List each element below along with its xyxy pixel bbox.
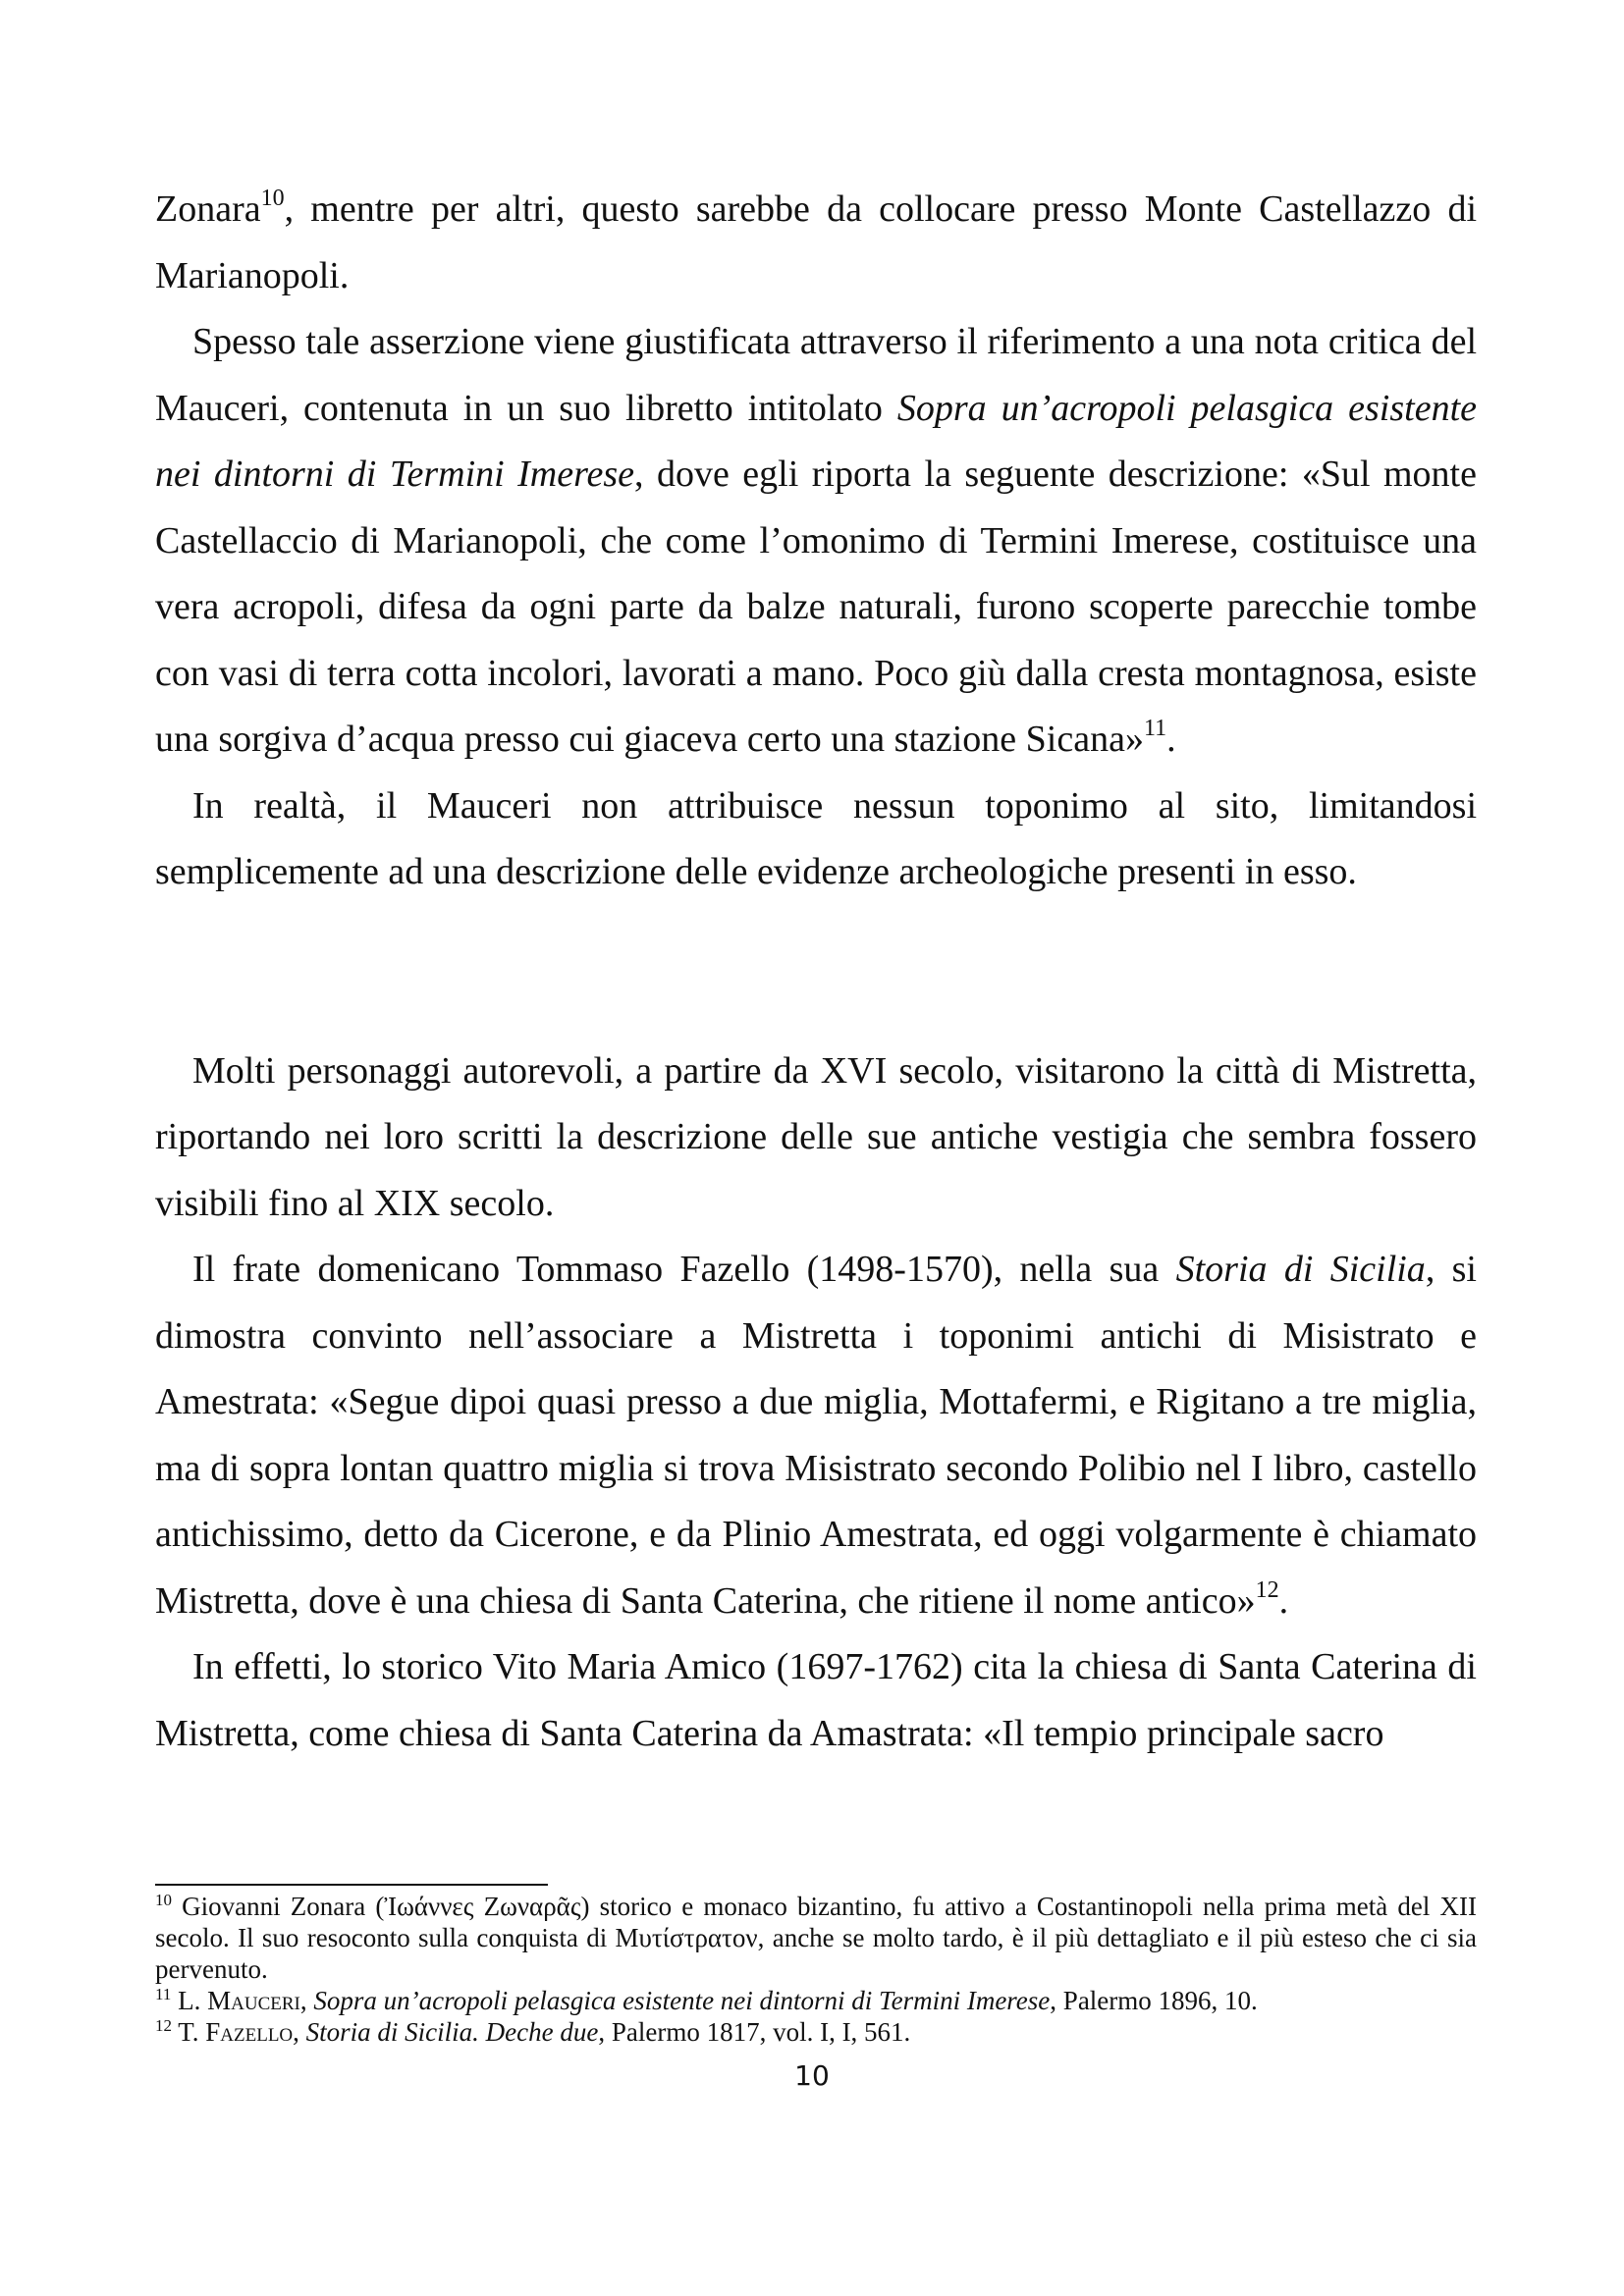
footnote-12 — [155, 2016, 1477, 2048]
paragraph-2 — [155, 309, 1477, 774]
paragraph-5-text: Il frate domenicano Tommaso Fazello (1498-1570), nella sua — [192, 1249, 1176, 1290]
paragraph-5 — [155, 1237, 1477, 1634]
paragraph-2-end: . — [1166, 719, 1176, 760]
page-number: 10 — [794, 2059, 830, 2092]
paragraph-2-quote: , dove egli riporta la seguente descrizione: «Sul monte Castellaccio di Marianopoli, che come l’omonimo di Termini Imerese, costituisce una vera acropoli, difesa da ogni parte da balze naturali, furono scoperte parecchie tombe con vasi di terra cotta incolori, lavorati a mano. Poco giù dalla cresta montagnosa, esiste una sorgiva d’acqua presso cui giaceva certo una stazione Sicana» — [155, 454, 1477, 760]
paragraph-2-text: Spesso tale asserzione viene giustificata attraverso il riferimento a una nota critica del Mauceri, contenuta in un suo libretto intitolato — [155, 321, 1477, 429]
paragraph-5-end: . — [1278, 1579, 1289, 1622]
footnote-ref-11[interactable]: 11 — [1143, 716, 1167, 741]
author-name: Fazello — [205, 2017, 294, 2047]
main-text — [155, 177, 1477, 1767]
section-gap — [155, 906, 1477, 1039]
paragraph-1-text-cont: , mentre per altri, questo sarebbe da collocare presso Monte Castellazzo di Marianopoli. — [155, 188, 1477, 296]
footnotes — [155, 1891, 1477, 2048]
citation-details: , Palermo 1817, vol. I, I, 561. — [598, 2017, 911, 2047]
footnote-10 — [155, 1891, 1477, 1985]
footnote-number: 11 — [155, 1985, 172, 2003]
paragraph-5-quote: , si dimostra convinto nell’associare a Mistretta i toponimi antichi di Misistrato e Amestrata: «Segue dipoi quasi presso a due miglia, Mottafermi, e Rigitano a tre miglia, ma di sopra lontan quattro miglia si trova Misistrato secondo Polibio nel I libro, castello antichissimo, detto da Cicerone, e da Plinio Amestrata, ed oggi volgarmente è chiamato Mistretta, dove è una chiesa di Santa Caterina, che ritiene il nome antico» — [155, 1249, 1477, 1622]
author-initial: T. — [172, 2017, 206, 2047]
paragraph-1 — [155, 177, 1477, 309]
author-name: Mauceri — [207, 1986, 300, 2015]
footnote-ref-12[interactable]: 12 — [1255, 1576, 1279, 1603]
cited-title: Storia di Sicilia. Deche due — [305, 2017, 599, 2047]
cited-title: Sopra un’acropoli pelasgica esistente nei dintorni di Termini Imerese — [313, 1986, 1051, 2015]
footnote-separator — [155, 1884, 548, 1886]
footnote-number: 12 — [155, 2016, 172, 2035]
citation-details: , Palermo 1896, 10. — [1050, 1986, 1258, 2015]
footnote-11 — [155, 1985, 1477, 2016]
footnote-number: 10 — [155, 1891, 172, 1909]
cited-title: Storia di Sicilia — [1175, 1249, 1426, 1290]
cited-title: Sopra un’acropoli pelasgica esistente nei dintorni di Termini Imerese — [155, 387, 1477, 495]
paragraph-1-text: Zonara — [155, 188, 261, 230]
separator: , — [293, 2017, 306, 2047]
separator: , — [299, 1986, 314, 2015]
author-initial: L. — [171, 1986, 208, 2015]
footnote-text: Giovanni Zonara (Ἰωάννες Ζωναρᾶς) storico e monaco bizantino, fu attivo a Costantinopoli nella prima metà del XII secolo. Il suo resoconto sulla conquista di Μυτίστρατον, anche se molto tardo, è il più dettagliato e il più esteso che ci sia pervenuto. — [155, 1892, 1477, 1984]
paragraph-3: In realtà, il Mauceri non attribuisce nessun toponimo al sito, limitandosi semplicemente ad una descrizione delle evidenze archeologiche presenti in esso. — [155, 784, 1477, 892]
footnote-ref-10[interactable]: 10 — [260, 186, 285, 211]
paragraph-6: In effetti, lo storico Vito Maria Amico (1697-1762) cita la chiesa di Santa Caterina di Mistretta, come chiesa di Santa Caterina da Amastrata: «Il tempio principale sacro — [155, 1646, 1477, 1754]
paragraph-4: Molti personaggi autorevoli, a partire da XVI secolo, visitarono la città di Mistretta, riportando nei loro scritti la descrizione delle sue antiche vestigia che sembra fossero visibili fino al XIX secolo. — [155, 1049, 1477, 1224]
